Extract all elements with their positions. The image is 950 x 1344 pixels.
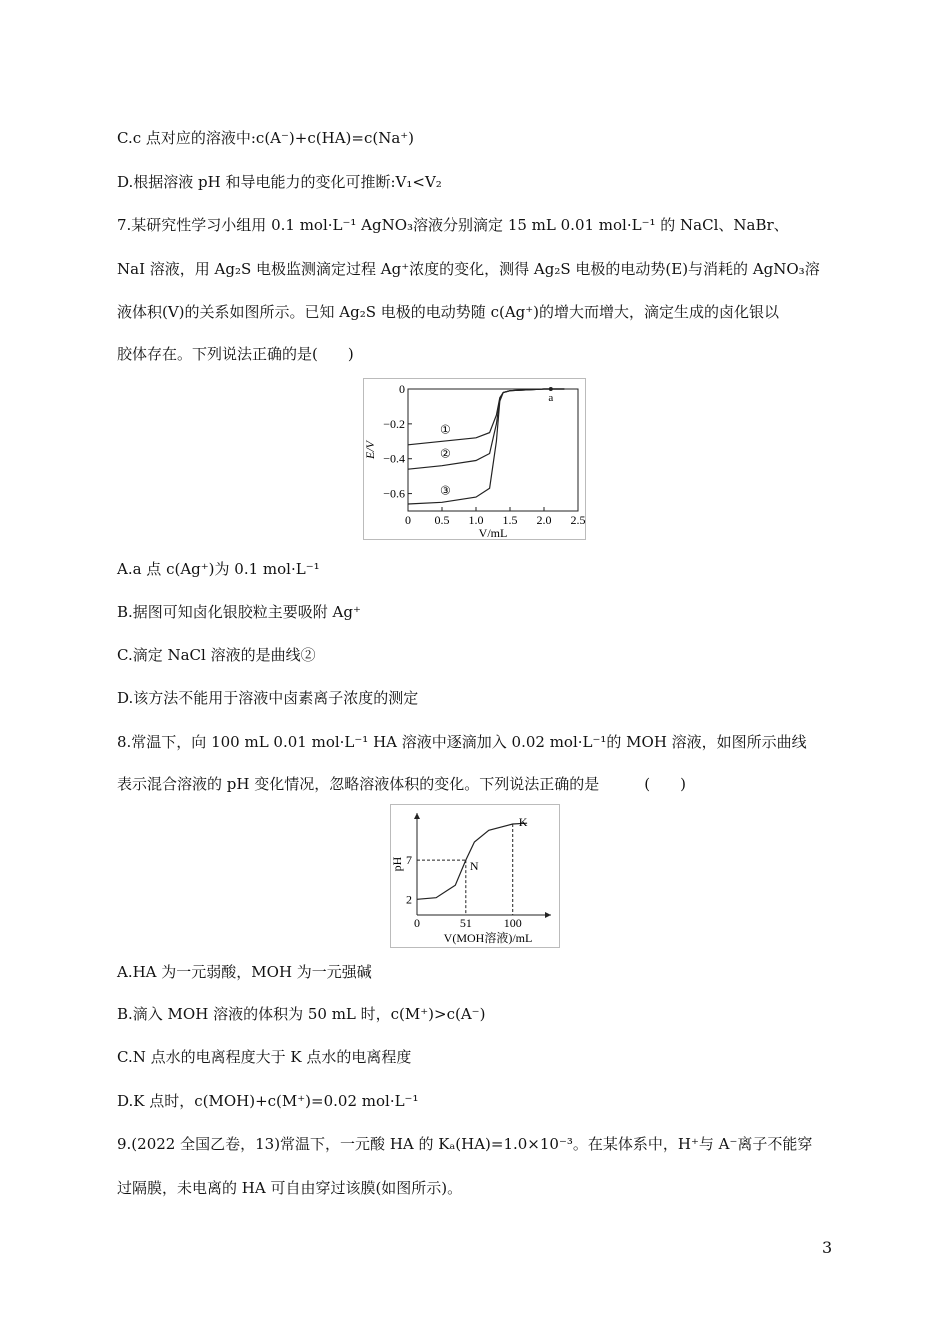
x-tick-label: 1.0	[468, 513, 484, 527]
option-c-prev: C.c 点对应的溶液中:c(A⁻)+c(HA)=c(Na⁺)	[117, 129, 415, 147]
point-a	[549, 387, 553, 391]
x-tick-label: 1.5	[502, 513, 518, 527]
q8-option-d: D.K 点时，c(MOH)+c(M⁺)=0.02 mol·L⁻¹	[117, 1092, 419, 1110]
option-d-prev: D.根据溶液 pH 和导电能力的变化可推断:V₁<V₂	[117, 173, 442, 191]
q9-line1: 9.(2022 全国乙卷，13)常温下，一元酸 HA 的 Kₐ(HA)=1.0×10⁻³。在某体系中，H⁺与 A⁻离子不能穿	[117, 1135, 813, 1153]
y-tick-label: −0.4	[383, 451, 405, 466]
y-axis-label: E/V	[364, 441, 377, 459]
x-tick-label: 2.5	[570, 513, 585, 527]
x-tick-label: 0	[414, 916, 420, 930]
q7-line2: NaI 溶液，用 Ag₂S 电极监测滴定过程 Ag⁺浓度的变化，测得 Ag₂S 电极的电动势(E)与消耗的 AgNO₃溶	[117, 260, 820, 278]
point-a-label: a	[548, 392, 554, 404]
y-tick-label: −0.2	[383, 416, 405, 431]
x-axis-arrow	[545, 912, 551, 918]
q8-chart	[391, 805, 559, 947]
q9-line2: 过隔膜，未电离的 HA 可自由穿过该膜(如图所示)。	[117, 1179, 463, 1197]
q8-option-b: B.滴入 MOH 溶液的体积为 50 mL 时，c(M⁺)>c(A⁻)	[117, 1005, 486, 1023]
q8-line1: 8.常温下，向 100 mL 0.01 mol·L⁻¹ HA 溶液中逐滴加入 0.02 mol·L⁻¹的 MOH 溶液，如图所示曲线	[117, 733, 807, 751]
point-n-label: N	[469, 859, 479, 874]
y-tick-label: 0	[399, 382, 405, 396]
point-k-label: K	[518, 814, 528, 829]
x-tick-label: 0.5	[434, 513, 450, 527]
q8-line2: 表示混合溶液的 pH 变化情况，忽略溶液体积的变化。下列说法正确的是 ( )	[117, 775, 686, 793]
y-tick-label: 2	[406, 892, 412, 907]
series-label-1: ①	[440, 422, 451, 437]
q7-option-c: C.滴定 NaCl 溶液的是曲线②	[117, 646, 316, 664]
series-label-3: ③	[440, 483, 451, 498]
q7-chart	[364, 379, 585, 539]
x-axis-label: V(MOH溶液)/mL	[443, 931, 533, 945]
q8-option-c: C.N 点水的电离程度大于 K 点水的电离程度	[117, 1048, 412, 1066]
q8-figure	[390, 804, 560, 948]
x-axis-label: V/mL	[478, 526, 508, 539]
x-tick-label: 0	[405, 513, 411, 527]
x-tick-label: 2.0	[536, 513, 552, 527]
plot-frame	[408, 389, 578, 511]
q7-line1: 7.某研究性学习小组用 0.1 mol·L⁻¹ AgNO₃溶液分别滴定 15 mL 0.01 mol·L⁻¹ 的 NaCl、NaBr、	[117, 216, 789, 234]
y-axis-arrow	[414, 813, 420, 819]
q7-option-b: B.据图可知卤化银胶粒主要吸附 Ag⁺	[117, 603, 361, 621]
q7-figure	[363, 378, 586, 540]
y-axis-label: pH	[391, 856, 404, 872]
q8-option-a: A.HA 为一元弱酸，MOH 为一元强碱	[117, 963, 372, 981]
q7-option-d: D.该方法不能用于溶液中卤素离子浓度的测定	[117, 689, 419, 707]
x-tick-label: 51	[459, 916, 472, 930]
q7-line4: 胶体存在。下列说法正确的是( )	[117, 345, 354, 363]
series-label-2: ②	[440, 446, 451, 461]
q7-line3: 液体积(V)的关系如图所示。已知 Ag₂S 电极的电动势随 c(Ag⁺)的增大而增大，滴定生成的卤化银以	[117, 303, 780, 321]
y-tick-label: 7	[406, 853, 412, 868]
series-line-2	[408, 389, 564, 469]
series-line-3	[408, 389, 564, 504]
q7-option-a: A.a 点 c(Ag⁺)为 0.1 mol·L⁻¹	[117, 560, 320, 578]
y-tick-label: −0.6	[383, 486, 405, 501]
x-tick-label: 100	[503, 916, 522, 930]
series-line-1	[408, 389, 564, 445]
page-number: 3	[822, 1238, 833, 1257]
